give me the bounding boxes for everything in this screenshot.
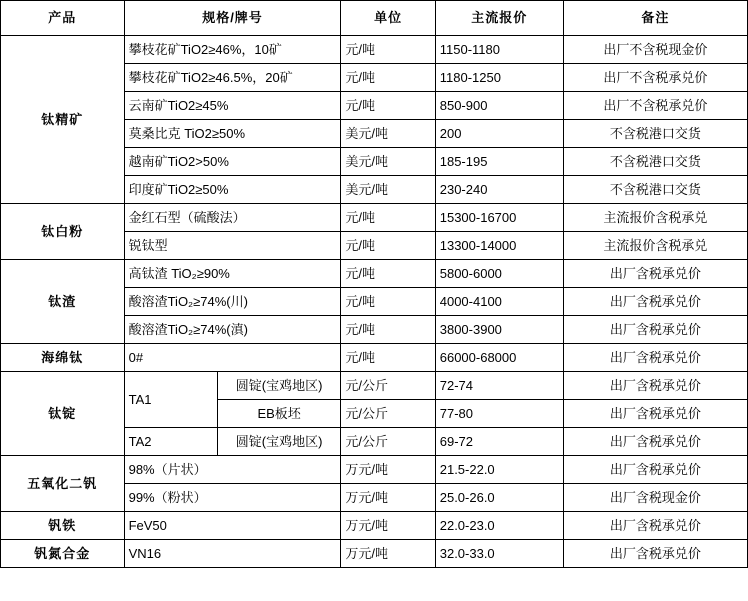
spec-cell: 98%（片状）: [124, 456, 341, 484]
grade-cell: TA1: [124, 372, 217, 428]
price-cell: 200: [435, 120, 563, 148]
unit-cell: 元/吨: [341, 260, 435, 288]
product-cell: 海绵钛: [1, 344, 125, 372]
remark-cell: 出厂含税承兑价: [563, 512, 747, 540]
table-row: [1, 456, 748, 484]
price-cell: 66000-68000: [435, 344, 563, 372]
unit-cell: 元/公斤: [341, 428, 435, 456]
spec-cell: 印度矿TiO2≥50%: [124, 176, 341, 204]
remark-cell: 出厂含税现金价: [563, 484, 747, 512]
price-cell: 185-195: [435, 148, 563, 176]
table-row: [1, 36, 748, 64]
table-body: [1, 36, 748, 568]
price-cell: 1150-1180: [435, 36, 563, 64]
product-cell: 钛锭: [1, 372, 125, 456]
price-cell: 230-240: [435, 176, 563, 204]
price-cell: 77-80: [435, 400, 563, 428]
remark-cell: 出厂含税承兑价: [563, 372, 747, 400]
spec-cell: 金红石型（硫酸法）: [124, 204, 341, 232]
remark-cell: 出厂含税承兑价: [563, 540, 747, 568]
table-row: [1, 344, 748, 372]
spec-cell: FeV50: [124, 512, 341, 540]
price-cell: 5800-6000: [435, 260, 563, 288]
table-row: [1, 204, 748, 232]
table-row: [1, 372, 748, 400]
table-row: [1, 512, 748, 540]
header-product: 产品: [1, 1, 125, 36]
remark-cell: 出厂含税承兑价: [563, 260, 747, 288]
unit-cell: 美元/吨: [341, 120, 435, 148]
price-cell: 4000-4100: [435, 288, 563, 316]
spec-cell: 攀枝花矿TiO2≥46.5%，20矿: [124, 64, 341, 92]
product-cell: 钒铁: [1, 512, 125, 540]
unit-cell: 元/吨: [341, 288, 435, 316]
product-cell: 钛精矿: [1, 36, 125, 204]
price-cell: 69-72: [435, 428, 563, 456]
product-cell: 钛渣: [1, 260, 125, 344]
remark-cell: 主流报价含税承兑: [563, 204, 747, 232]
remark-cell: 出厂不含税承兑价: [563, 64, 747, 92]
table-header: [1, 1, 748, 36]
price-cell: 850-900: [435, 92, 563, 120]
unit-cell: 万元/吨: [341, 540, 435, 568]
unit-cell: 元/吨: [341, 344, 435, 372]
unit-cell: 美元/吨: [341, 176, 435, 204]
header-unit: 单位: [341, 1, 435, 36]
header-remark: 备注: [563, 1, 747, 36]
remark-cell: 出厂含税承兑价: [563, 456, 747, 484]
unit-cell: 元/吨: [341, 232, 435, 260]
spec-cell: 酸溶渣TiO₂≥74%(川): [124, 288, 341, 316]
remark-cell: 不含税港口交货: [563, 148, 747, 176]
price-cell: 15300-16700: [435, 204, 563, 232]
spec-cell: 莫桑比克 TiO2≥50%: [124, 120, 341, 148]
spec-cell: 云南矿TiO2≥45%: [124, 92, 341, 120]
unit-cell: 元/公斤: [341, 372, 435, 400]
remark-cell: 不含税港口交货: [563, 120, 747, 148]
spec-cell: 高钛渣 TiO₂≥90%: [124, 260, 341, 288]
price-cell: 22.0-23.0: [435, 512, 563, 540]
spec-cell: 攀枝花矿TiO2≥46%，10矿: [124, 36, 341, 64]
spec-sub-cell: 圆锭(宝鸡地区): [217, 428, 341, 456]
spec-sub-cell: EB板坯: [217, 400, 341, 428]
unit-cell: 元/吨: [341, 92, 435, 120]
spec-sub-cell: 圆锭(宝鸡地区): [217, 372, 341, 400]
unit-cell: 元/吨: [341, 316, 435, 344]
price-cell: 32.0-33.0: [435, 540, 563, 568]
table-row: [1, 260, 748, 288]
remark-cell: 出厂不含税承兑价: [563, 92, 747, 120]
unit-cell: 美元/吨: [341, 148, 435, 176]
unit-cell: 元/吨: [341, 36, 435, 64]
spec-cell: 越南矿TiO2>50%: [124, 148, 341, 176]
unit-cell: 元/吨: [341, 204, 435, 232]
remark-cell: 出厂含税承兑价: [563, 288, 747, 316]
spec-cell: VN16: [124, 540, 341, 568]
spec-cell: 99%（粉状）: [124, 484, 341, 512]
table-row: [1, 540, 748, 568]
price-cell: 21.5-22.0: [435, 456, 563, 484]
grade-cell: TA2: [124, 428, 217, 456]
unit-cell: 万元/吨: [341, 512, 435, 540]
remark-cell: 出厂含税承兑价: [563, 316, 747, 344]
price-cell: 72-74: [435, 372, 563, 400]
unit-cell: 万元/吨: [341, 484, 435, 512]
header-price: 主流报价: [435, 1, 563, 36]
unit-cell: 万元/吨: [341, 456, 435, 484]
product-cell: 钒氮合金: [1, 540, 125, 568]
price-cell: 25.0-26.0: [435, 484, 563, 512]
remark-cell: 出厂含税承兑价: [563, 428, 747, 456]
remark-cell: 不含税港口交货: [563, 176, 747, 204]
unit-cell: 元/吨: [341, 64, 435, 92]
unit-cell: 元/公斤: [341, 400, 435, 428]
remark-cell: 出厂含税承兑价: [563, 400, 747, 428]
spec-cell: 酸溶渣TiO₂≥74%(滇): [124, 316, 341, 344]
remark-cell: 出厂含税承兑价: [563, 344, 747, 372]
price-cell: 3800-3900: [435, 316, 563, 344]
header-spec: 规格/牌号: [124, 1, 341, 36]
remark-cell: 出厂不含税现金价: [563, 36, 747, 64]
price-cell: 1180-1250: [435, 64, 563, 92]
spec-cell: 锐钛型: [124, 232, 341, 260]
spec-cell: 0#: [124, 344, 341, 372]
product-cell: 钛白粉: [1, 204, 125, 260]
remark-cell: 主流报价含税承兑: [563, 232, 747, 260]
product-cell: 五氧化二钒: [1, 456, 125, 512]
price-cell: 13300-14000: [435, 232, 563, 260]
